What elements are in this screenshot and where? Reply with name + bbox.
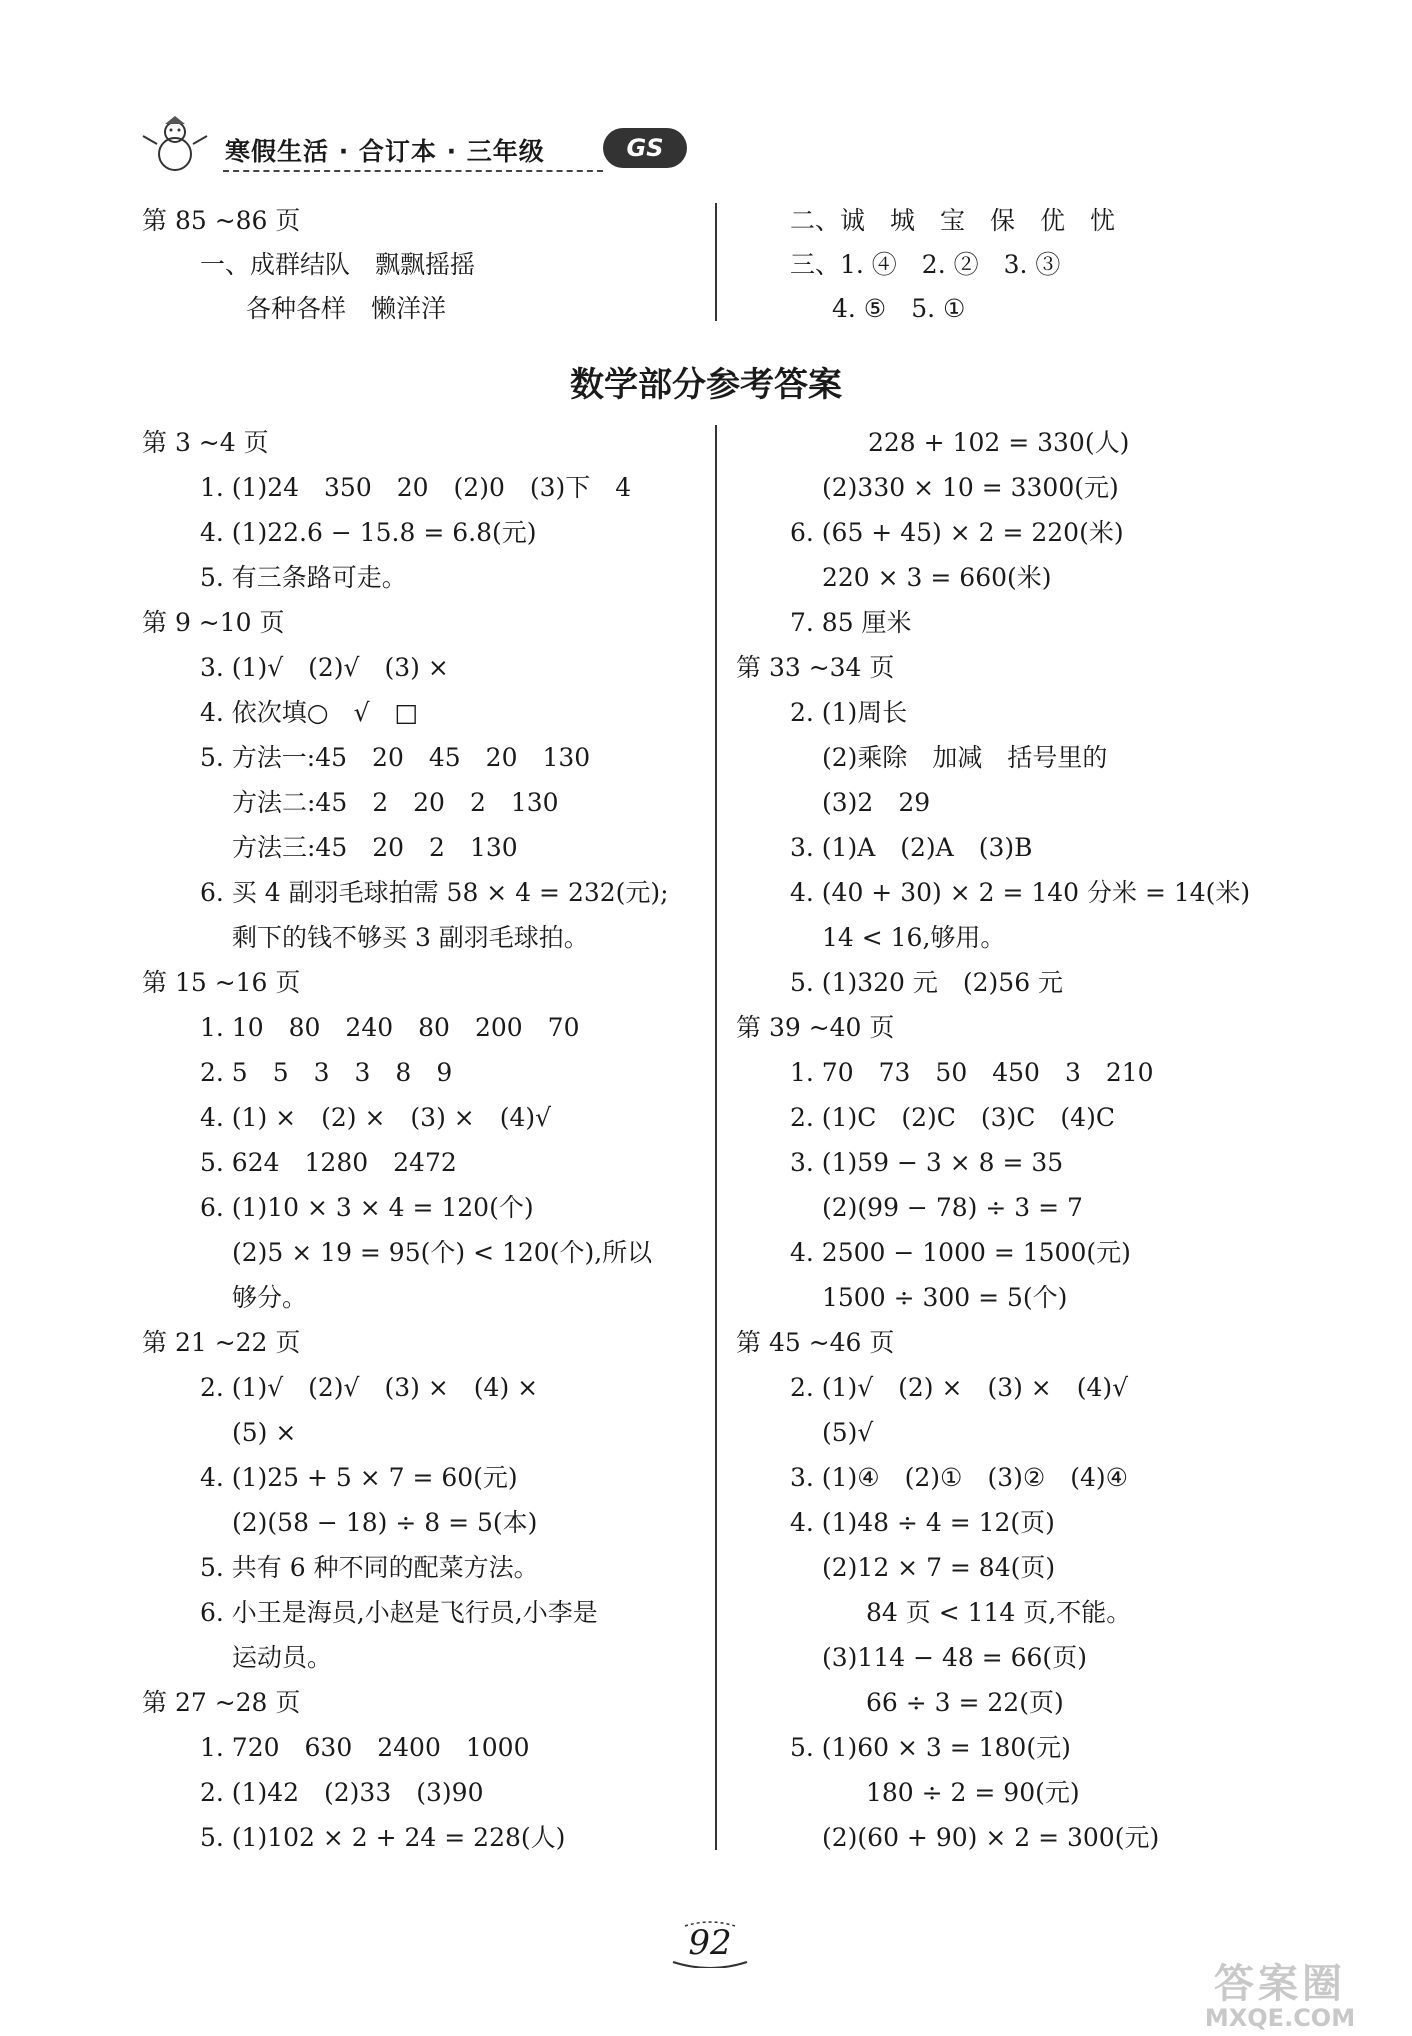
answer-line: 1. (1)24 350 20 (2)0 (3)下 4 — [200, 473, 632, 502]
answer-line: 7. 85 厘米 — [790, 608, 912, 637]
math-answers-heading: 数学部分参考答案 — [570, 365, 842, 405]
snowman-logo-icon — [135, 114, 215, 174]
answer-line: 228 + 102 = 330(人) — [868, 428, 1130, 457]
answer-line: (2)(60 + 90) × 2 = 300(元) — [822, 1823, 1160, 1852]
answer-line: 4. (1)22.6 − 15.8 = 6.8(元) — [200, 518, 537, 547]
answer-line: (2)330 × 10 = 3300(元) — [822, 473, 1119, 502]
header-rule — [223, 170, 603, 172]
column-divider-main — [715, 425, 717, 1850]
answer-line: 各种各样 懒洋洋 — [246, 294, 447, 323]
answer-line: 3. (1)④ (2)① (3)② (4)④ — [790, 1463, 1129, 1492]
watermark-url: MXQE.COM — [1204, 2004, 1356, 2032]
answer-line: 一、成群结队 飘飘摇摇 — [200, 250, 476, 279]
answer-line: 5. (1)320 元 (2)56 元 — [790, 968, 1064, 997]
answer-line: 2. 5 5 3 3 8 9 — [200, 1058, 453, 1087]
book-title: 寒假生活 · 合订本 · 三年级 — [225, 137, 545, 166]
answer-line: 运动员。 — [232, 1643, 333, 1672]
answer-line: 4. 2500 − 1000 = 1500(元) — [790, 1238, 1131, 1267]
answer-line: 5. 共有 6 种不同的配菜方法。 — [200, 1553, 539, 1582]
answer-line: 方法二:45 2 20 2 130 — [232, 788, 559, 817]
answer-line: 1. 70 73 50 450 3 210 — [790, 1058, 1154, 1087]
section-page-label: 第 85 ~86 页 — [142, 206, 301, 235]
answer-line: 2. (1)√ (2) × (3) × (4)√ — [790, 1373, 1129, 1402]
answer-line: (3)2 29 — [822, 788, 931, 817]
section-page-label: 第 21 ~22 页 — [142, 1328, 301, 1357]
answer-line: 1. 720 630 2400 1000 — [200, 1733, 530, 1762]
answer-line: 4. 依次填○ √ □ — [200, 698, 419, 727]
answer-line: 方法三:45 20 2 130 — [232, 833, 518, 862]
answer-line: (3)114 − 48 = 66(页) — [822, 1643, 1087, 1672]
answer-line: 2. (1)√ (2)√ (3) × (4) × — [200, 1373, 539, 1402]
column-divider-top — [715, 203, 717, 321]
answer-line: 1500 ÷ 300 = 5(个) — [822, 1283, 1068, 1312]
answer-line: 6. (65 + 45) × 2 = 220(米) — [790, 518, 1124, 547]
answer-line: 220 × 3 = 660(米) — [822, 563, 1052, 592]
page-header — [135, 112, 695, 178]
page-number-text: 92 — [688, 1923, 732, 1963]
answer-line: 2. (1)C (2)C (3)C (4)C — [790, 1103, 1115, 1132]
answer-line: 2. (1)周长 — [790, 698, 908, 727]
answer-line: 4. ⑤ 5. ① — [832, 294, 966, 323]
section-page-label: 第 3 ~4 页 — [142, 428, 269, 457]
answer-line: 5. 方法一:45 20 45 20 130 — [200, 743, 591, 772]
section-page-label: 第 39 ~40 页 — [736, 1013, 895, 1042]
answer-line: (2)12 × 7 = 84(页) — [822, 1553, 1056, 1582]
section-page-label: 第 15 ~16 页 — [142, 968, 301, 997]
series-badge: GS — [603, 128, 687, 168]
answer-line: (2)乘除 加减 括号里的 — [822, 743, 1108, 772]
answer-line: 5. 624 1280 2472 — [200, 1148, 457, 1177]
section-page-label: 第 45 ~46 页 — [736, 1328, 895, 1357]
answer-line: (2)(58 − 18) ÷ 8 = 5(本) — [232, 1508, 538, 1537]
answer-line: (2)5 × 19 = 95(个) < 120(个),所以 — [232, 1238, 653, 1267]
section-page-label: 第 27 ~28 页 — [142, 1688, 301, 1717]
answer-line: 84 页 < 114 页,不能。 — [866, 1598, 1132, 1627]
answer-line: 够分。 — [232, 1283, 308, 1312]
answer-line: 4. (1)48 ÷ 4 = 12(页) — [790, 1508, 1055, 1537]
site-watermark — [1160, 1962, 1400, 2032]
answer-line: 5. 有三条路可走。 — [200, 563, 407, 592]
answer-line: 剩下的钱不够买 3 副羽毛球拍。 — [232, 923, 589, 952]
answer-line: 3. (1)A (2)A (3)B — [790, 833, 1033, 862]
page-number — [665, 1918, 755, 1968]
answer-line: 6. 买 4 副羽毛球拍需 58 × 4 = 232(元); — [200, 878, 669, 907]
answer-line: 3. (1)√ (2)√ (3) × — [200, 653, 449, 682]
answer-line: 3. (1)59 − 3 × 8 = 35 — [790, 1148, 1064, 1177]
section-page-label: 第 33 ~34 页 — [736, 653, 895, 682]
answer-line: 66 ÷ 3 = 22(页) — [866, 1688, 1064, 1717]
answer-line: (2)(99 − 78) ÷ 3 = 7 — [822, 1193, 1083, 1222]
section-page-label: 第 9 ~10 页 — [142, 608, 285, 637]
answer-line: 2. (1)42 (2)33 (3)90 — [200, 1778, 484, 1807]
answer-line: (5)√ — [822, 1418, 874, 1447]
answer-line: (5) × — [232, 1418, 297, 1447]
answer-line: 4. (1)25 + 5 × 7 = 60(元) — [200, 1463, 518, 1492]
answer-line: 二、诚 城 宝 保 优 忧 — [790, 206, 1116, 235]
answer-line: 14 < 16,够用。 — [822, 923, 1006, 952]
answer-line: 6. (1)10 × 3 × 4 = 120(个) — [200, 1193, 534, 1222]
answer-line: 4. (40 + 30) × 2 = 140 分米 = 14(米) — [790, 878, 1251, 907]
answer-line: 4. (1) × (2) × (3) × (4)√ — [200, 1103, 552, 1132]
answer-line: 1. 10 80 240 80 200 70 — [200, 1013, 580, 1042]
answer-line: 6. 小王是海员,小赵是飞行员,小李是 — [200, 1598, 598, 1627]
answer-line: 5. (1)60 × 3 = 180(元) — [790, 1733, 1071, 1762]
answer-line: 5. (1)102 × 2 + 24 = 228(人) — [200, 1823, 566, 1852]
answer-line: 180 ÷ 2 = 90(元) — [866, 1778, 1080, 1807]
watermark-title: 答案圈 — [1214, 1961, 1346, 2007]
answer-line: 三、1. ④ 2. ② 3. ③ — [790, 250, 1061, 279]
